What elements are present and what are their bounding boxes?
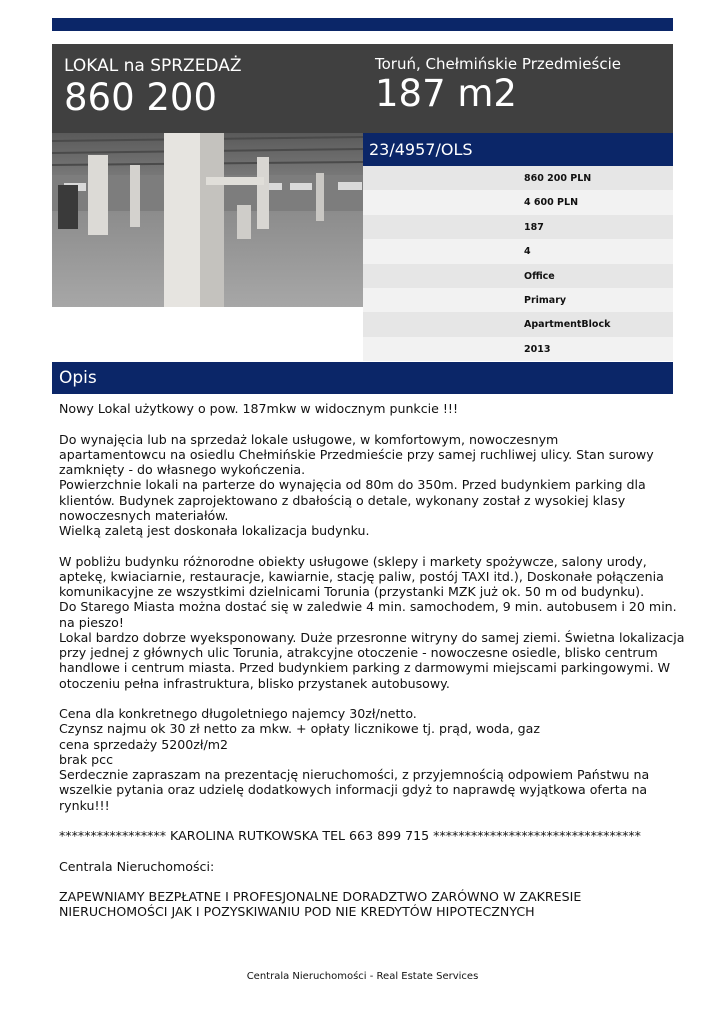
reference-number: 23/4957/OLS [369, 140, 473, 159]
description-line: Do wynajęcia lub na sprzedaż lokale usługowe, w komfortowym, nowoczesnym [59, 431, 559, 447]
description-line: Lokal bardzo dobrze wyeksponowany. Duże przesronne witryny do samej ziemi. Świetna lokalizacja [59, 629, 685, 645]
description-line [59, 691, 671, 706]
description-line: klientów. Budynek zaprojektowano z dbałością o detale, wykonany został z wysokiej klasy [59, 492, 626, 508]
spec-row [363, 190, 673, 214]
description-line: handlowe i centrum miasta. Przed budynkiem parking z darmowymi miejscami parkingowymi. W [59, 660, 671, 676]
spec-value: Primary [524, 294, 567, 306]
spec-row [363, 166, 673, 190]
spec-value: 4 [524, 246, 531, 258]
description-line [59, 813, 671, 828]
reference-bar [363, 133, 673, 166]
description-line: Centrala Nieruchomości: [59, 858, 215, 874]
spec-row [363, 264, 673, 288]
description-line: Cena dla konkretnego długoletniego najemcy 30zł/netto. [59, 706, 417, 721]
spec-value: Office [524, 270, 555, 282]
listing-location: Toruń, Chełmińskie Przedmieście [375, 55, 621, 73]
spec-row [363, 215, 673, 239]
description-line: Powierzchnie lokali na parterze do wynajęcia od 80m do 350m. Przed budynkiem parking dla [59, 477, 646, 493]
description-line: nowoczesnych materiałów. [59, 507, 229, 523]
description-line [59, 416, 671, 431]
specs-table [363, 166, 673, 361]
spec-value: ApartmentBlock [524, 319, 611, 331]
listing-header [52, 44, 673, 133]
listing-price: 860 200 [64, 76, 218, 119]
description-header [52, 362, 673, 394]
description-line: Czynsz najmu ok 30 zł netto za mkw. + opłaty licznikowe tj. prąd, woda, gaz [59, 721, 540, 737]
top-accent-bar [52, 18, 673, 31]
description-line: rynku!!! [59, 797, 110, 813]
spec-value: 2013 [524, 343, 551, 355]
spec-value: 187 [524, 221, 544, 233]
description-line: apartamentowcu na osiedlu Chełmińskie Przedmieście przy samej ruchliwej ulicy. Stan surowy [59, 446, 654, 462]
description-line: NIERUCHOMOŚCI JAK I POZYSKIWANIU POD NIE KREDYTÓW HIPOTECZNYCH [59, 904, 535, 920]
description-line: cena sprzedaży 5200zł/m2 [59, 736, 229, 752]
description-line: ZAPEWNIAMY BEZPŁATNE I PROFESJONALNE DORADZTWO ZARÓWNO W ZAKRESIE [59, 889, 582, 904]
description-line: Nowy Lokal użytkowy o pow. 187mkw w widocznym punkcie !!! [59, 401, 459, 416]
description-line: otoczeniu pełna infrastruktura, blisko przystanek autobusowy. [59, 675, 450, 691]
property-photo [52, 133, 363, 307]
description-line: przy jednej z głównych ulic Torunia, atrakcyjne otoczenie - nowoczesne osiedle, blisko centrum [59, 645, 658, 660]
description-line [59, 874, 671, 889]
description-line [59, 843, 671, 858]
description-line: Do Starego Miasta można dostać się w zaledwie 4 min. samochodem, 9 min. autobusem i 20 min. [59, 599, 677, 615]
description-line: komunikacyjne ze wszystkimi dzielnicami Torunia (przystanki MZK już ok. 50 m od budynku). [59, 584, 645, 599]
description-line: brak pcc [59, 751, 114, 767]
spec-value: 4 600 PLN [524, 197, 579, 209]
page-footer: Centrala Nieruchomości - Real Estate Services [246, 971, 479, 982]
spec-row [363, 337, 673, 361]
description-line: zamknięty - do własnego wykończenia. [59, 462, 306, 477]
description-line: aptekę, kwiaciarnie, restauracje, kawiarnie, stację paliw, postój TAXI itd.), Doskonałe połączenia [59, 568, 664, 584]
description-line: Serdecznie zapraszam na prezentację nieruchomości, z przyjemnością odpowiem Państwu na [59, 767, 650, 782]
description-line: Wielką zaletą jest doskonała lokalizacja budynku. [59, 523, 370, 538]
description-text [59, 401, 685, 920]
spec-row [363, 288, 673, 312]
description-line: ***************** KAROLINA RUTKOWSKA TEL 663 899 715 ********************************* [59, 828, 641, 843]
description-line: na pieszo! [59, 614, 124, 630]
listing-area: 187 m2 [375, 72, 517, 115]
section-title: Opis [59, 368, 97, 388]
spec-value: 860 200 PLN [524, 173, 592, 184]
description-line: wszelkie pytania oraz udzielę dodatkowych informacji gdyż to naprawdę wyjątkowa oferta na [59, 782, 648, 798]
spec-row [363, 239, 673, 263]
listing-type: LOKAL na SPRZEDAŻ [64, 56, 242, 76]
description-line [59, 538, 671, 553]
description-line: W pobliżu budynku różnorodne obiekty usługowe (sklepy i markety spożywcze, salony urody, [59, 553, 647, 569]
spec-row [363, 312, 673, 336]
